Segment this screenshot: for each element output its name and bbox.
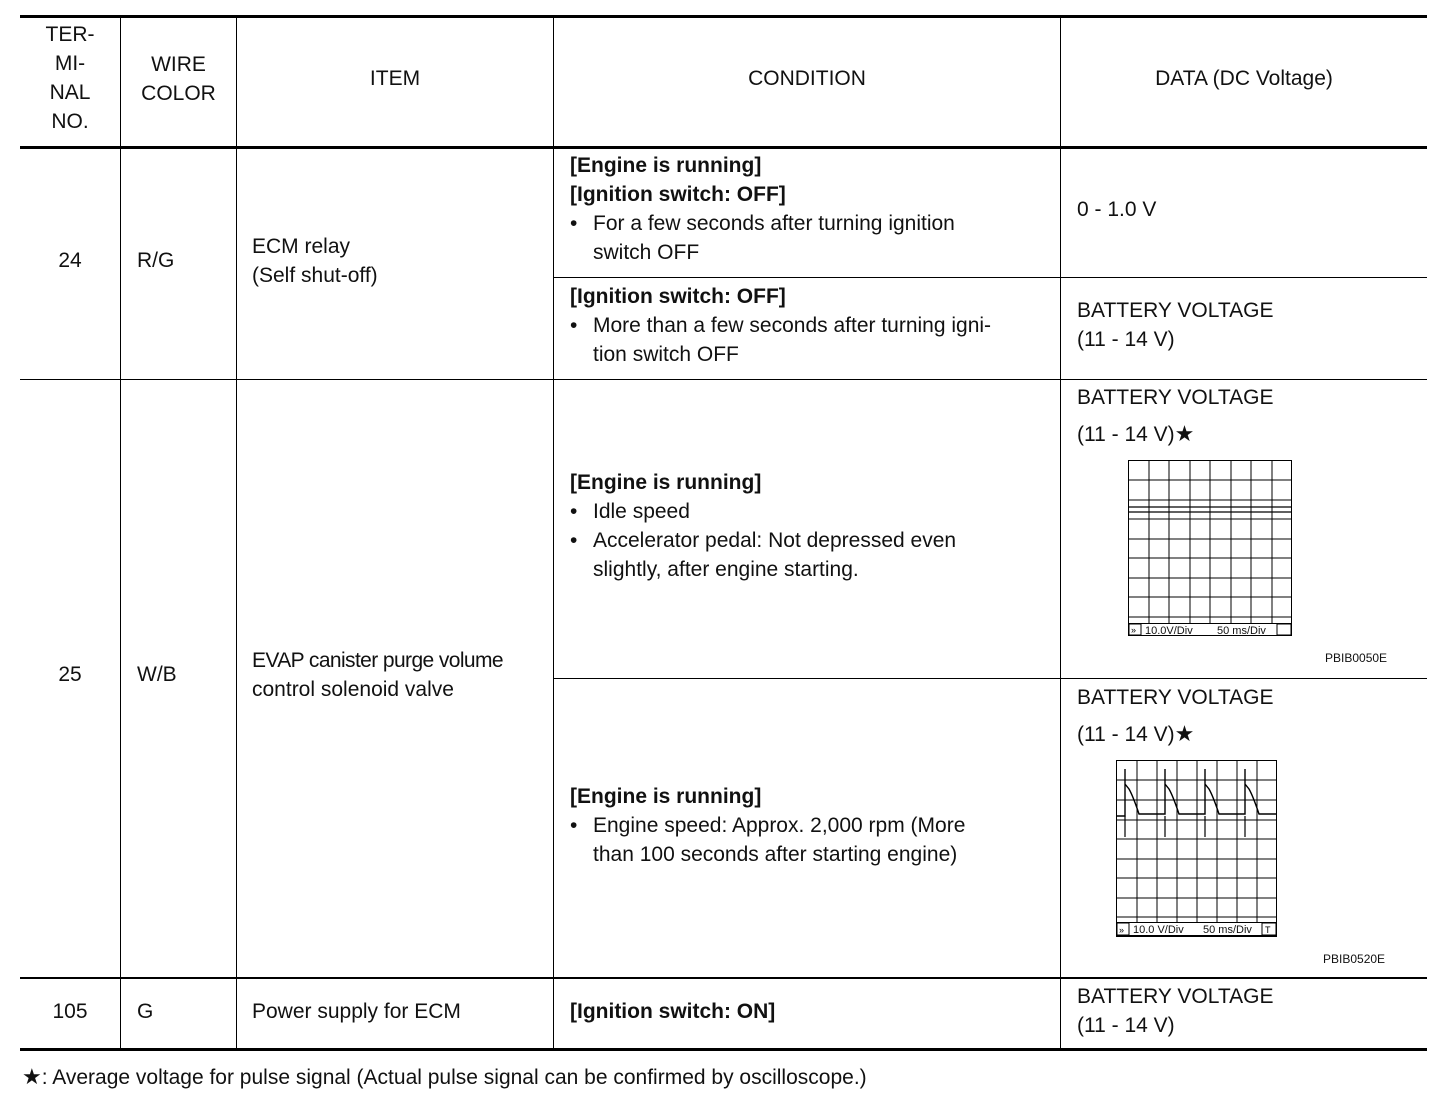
scope-grid bbox=[1117, 761, 1278, 938]
column-divider bbox=[120, 15, 121, 1050]
bullet: • bbox=[570, 500, 578, 523]
scope-caption-volts: 10.0 V/Div bbox=[1133, 924, 1184, 936]
star-icon: ★ bbox=[1174, 421, 1195, 446]
data-value-text: (11 - 14 V) bbox=[1077, 723, 1175, 746]
figure-code: PBIB0050E bbox=[1325, 651, 1388, 665]
bullet: • bbox=[570, 212, 578, 235]
scope-trigger-icon: » bbox=[1119, 925, 1125, 935]
condition-heading: [Ignition switch: OFF] bbox=[570, 183, 786, 206]
header-bottom-border bbox=[20, 146, 1427, 149]
data-value-text: (11 - 14 V) bbox=[1077, 423, 1175, 446]
wire-color: G bbox=[137, 1000, 154, 1023]
row-divider bbox=[553, 277, 1427, 278]
item-name: control solenoid valve bbox=[252, 678, 454, 701]
header-item: ITEM bbox=[369, 67, 421, 90]
data-value: 0 - 1.0 V bbox=[1077, 198, 1157, 221]
condition-bullet-text: For a few seconds after turning ignition bbox=[593, 212, 955, 235]
row-divider bbox=[20, 977, 1427, 979]
table-bottom-border bbox=[20, 1048, 1427, 1051]
condition-bullet-text: slightly, after engine starting. bbox=[593, 558, 859, 581]
bullet: • bbox=[570, 529, 578, 552]
condition-bullet-text: Idle speed bbox=[593, 500, 690, 523]
footnote bbox=[22, 1062, 867, 1092]
header-data: DATA (DC Voltage) bbox=[1155, 67, 1333, 90]
bullet: • bbox=[570, 814, 578, 837]
scope-waveform-low bbox=[1125, 816, 1245, 837]
condition-heading: [Engine is running] bbox=[570, 785, 762, 808]
star-icon: ★ bbox=[22, 1064, 42, 1089]
scope-t-icon: T bbox=[1265, 925, 1271, 935]
condition-bullet-text: than 100 seconds after starting engine) bbox=[593, 843, 958, 866]
header-terminal-line: NO. bbox=[51, 110, 89, 133]
header-wire-color bbox=[121, 50, 236, 108]
condition-heading: [Ignition switch: ON] bbox=[570, 1000, 776, 1023]
terminal-number: 24 bbox=[58, 249, 82, 272]
scope-caption-time: 50 ms/Div bbox=[1203, 924, 1252, 936]
scope-caption-time: 50 ms/Div bbox=[1217, 625, 1266, 637]
data-value: BATTERY VOLTAGE bbox=[1077, 985, 1274, 1008]
scope-end-box bbox=[1277, 624, 1291, 635]
data-value: (11 - 14 V) bbox=[1077, 328, 1175, 351]
data-value: BATTERY VOLTAGE bbox=[1077, 299, 1274, 322]
data-value: (11 - 14 V) bbox=[1077, 1014, 1175, 1037]
row-divider bbox=[20, 379, 1427, 380]
condition-heading: [Engine is running] bbox=[570, 154, 762, 177]
header-wire-line: COLOR bbox=[141, 82, 216, 105]
header-wire-line: WIRE bbox=[151, 53, 206, 76]
condition-bullet-text: tion switch OFF bbox=[593, 343, 739, 366]
header-terminal-line: TER- bbox=[45, 23, 95, 46]
item-name: ECM relay bbox=[252, 235, 351, 258]
wire-color: W/B bbox=[137, 663, 177, 686]
header-terminal-line: NAL bbox=[49, 81, 91, 104]
scope-caption-volts: 10.0V/Div bbox=[1145, 625, 1193, 637]
header-terminal-line: MI- bbox=[54, 52, 86, 75]
bullet: • bbox=[570, 314, 578, 337]
column-divider bbox=[553, 15, 554, 1050]
column-divider bbox=[1060, 15, 1061, 1050]
oscilloscope-2000rpm bbox=[1113, 759, 1281, 941]
terminal-number: 105 bbox=[52, 1000, 88, 1023]
scope-trigger-icon: » bbox=[1131, 625, 1137, 635]
row-divider bbox=[553, 678, 1427, 679]
data-value bbox=[1077, 719, 1194, 749]
condition-heading: [Ignition switch: OFF] bbox=[570, 285, 786, 308]
header-terminal-no bbox=[20, 20, 120, 136]
wire-color: R/G bbox=[137, 249, 175, 272]
item-name: Power supply for ECM bbox=[252, 1000, 461, 1023]
terminal-number: 25 bbox=[58, 663, 82, 686]
table-top-border bbox=[20, 15, 1427, 18]
condition-bullet-text: switch OFF bbox=[593, 241, 700, 264]
condition-bullet-text: More than a few seconds after turning igni- bbox=[593, 314, 992, 337]
data-value: BATTERY VOLTAGE bbox=[1077, 386, 1274, 409]
item-name: EVAP canister purge volume bbox=[252, 649, 503, 672]
scope-grid bbox=[1129, 461, 1293, 637]
star-icon: ★ bbox=[1174, 721, 1195, 746]
figure-code: PBIB0520E bbox=[1323, 952, 1386, 966]
header-condition: CONDITION bbox=[748, 67, 866, 90]
footnote-text: : Average voltage for pulse signal (Actual pulse signal can be confirmed by oscilloscope.) bbox=[41, 1066, 867, 1089]
condition-heading: [Engine is running] bbox=[570, 471, 762, 494]
item-name: (Self shut-off) bbox=[252, 264, 378, 287]
oscilloscope-idle bbox=[1125, 459, 1295, 641]
condition-bullet-text: Engine speed: Approx. 2,000 rpm (More bbox=[593, 814, 966, 837]
data-value: BATTERY VOLTAGE bbox=[1077, 686, 1274, 709]
data-value bbox=[1077, 419, 1194, 449]
condition-bullet-text: Accelerator pedal: Not depressed even bbox=[593, 529, 957, 552]
column-divider bbox=[236, 15, 237, 1050]
